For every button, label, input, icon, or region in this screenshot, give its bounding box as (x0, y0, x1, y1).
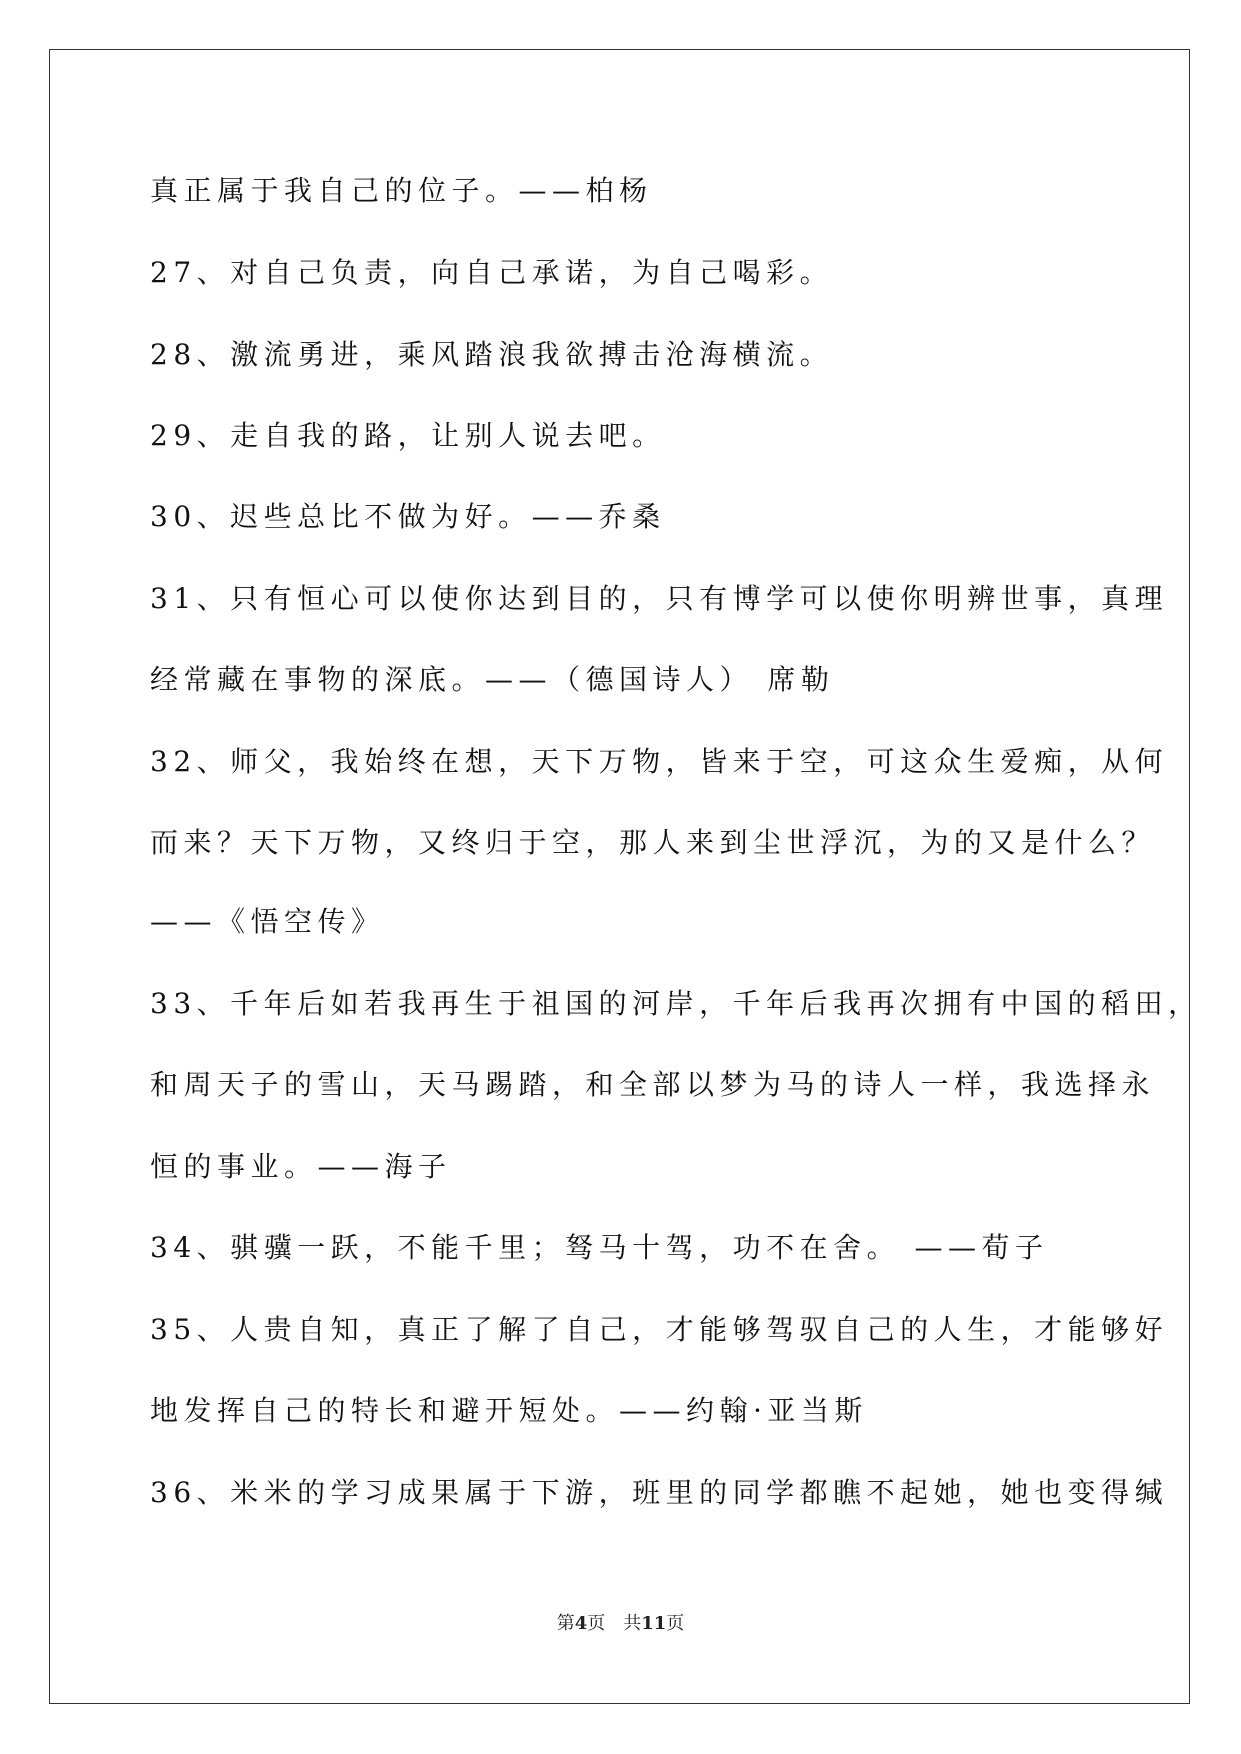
page-border (49, 49, 1190, 1704)
text-line: 27、对自己负责，向自己承诺，为自己喝彩。 (150, 256, 834, 289)
text-line: 33、千年后如若我再生于祖国的河岸，千年后我再次拥有中国的稻田， (150, 987, 1202, 1020)
text-line: 地发挥自己的特长和避开短处。——约翰·亚当斯 (150, 1394, 868, 1427)
text-line: 真正属于我自己的位子。——柏杨 (150, 174, 653, 207)
text-line: 35、人贵自知，真正了解了自己，才能够驾驭自己的人生，才能够好 (150, 1313, 1169, 1346)
text-line: 28、激流勇进，乘风踏浪我欲搏击沧海横流。 (150, 338, 834, 371)
text-line: 31、只有恒心可以使你达到目的，只有博学可以使你明辨世事，真理 (150, 582, 1169, 615)
text-line: 32、师父，我始终在想，天下万物，皆来于空，可这众生爱痴，从何 (150, 745, 1169, 778)
text-line: 36、米米的学习成果属于下游，班里的同学都瞧不起她，她也变得缄 (150, 1476, 1169, 1509)
text-line: 29、走自我的路，让别人说去吧。 (150, 419, 666, 452)
page-suffix: 页 (587, 1613, 606, 1634)
total-suffix: 页 (666, 1613, 685, 1634)
page-footer (0, 1612, 1241, 1636)
text-line: 而来？天下万物，又终归于空，那人来到尘世浮沉，为的又是什么？ (150, 826, 1156, 859)
text-line: 恒的事业。——海子 (150, 1150, 452, 1183)
text-line: 和周天子的雪山，天马踢踏，和全部以梦为马的诗人一样，我选择永 (150, 1068, 1156, 1101)
text-line: 30、迟些总比不做为好。——乔桑 (150, 500, 666, 533)
page-prefix: 第 (556, 1613, 575, 1634)
total-prefix: 共 (623, 1613, 642, 1634)
current-page-number: 4 (574, 1613, 588, 1634)
total-page-number: 11 (641, 1613, 667, 1634)
text-line: 经常藏在事物的深底。——（德国诗人） 席勒 (150, 663, 835, 696)
text-line: 34、骐骥一跃，不能千里；驽马十驾，功不在舍。 ——荀子 (150, 1231, 1049, 1264)
text-line: ——《悟空传》 (150, 905, 385, 938)
